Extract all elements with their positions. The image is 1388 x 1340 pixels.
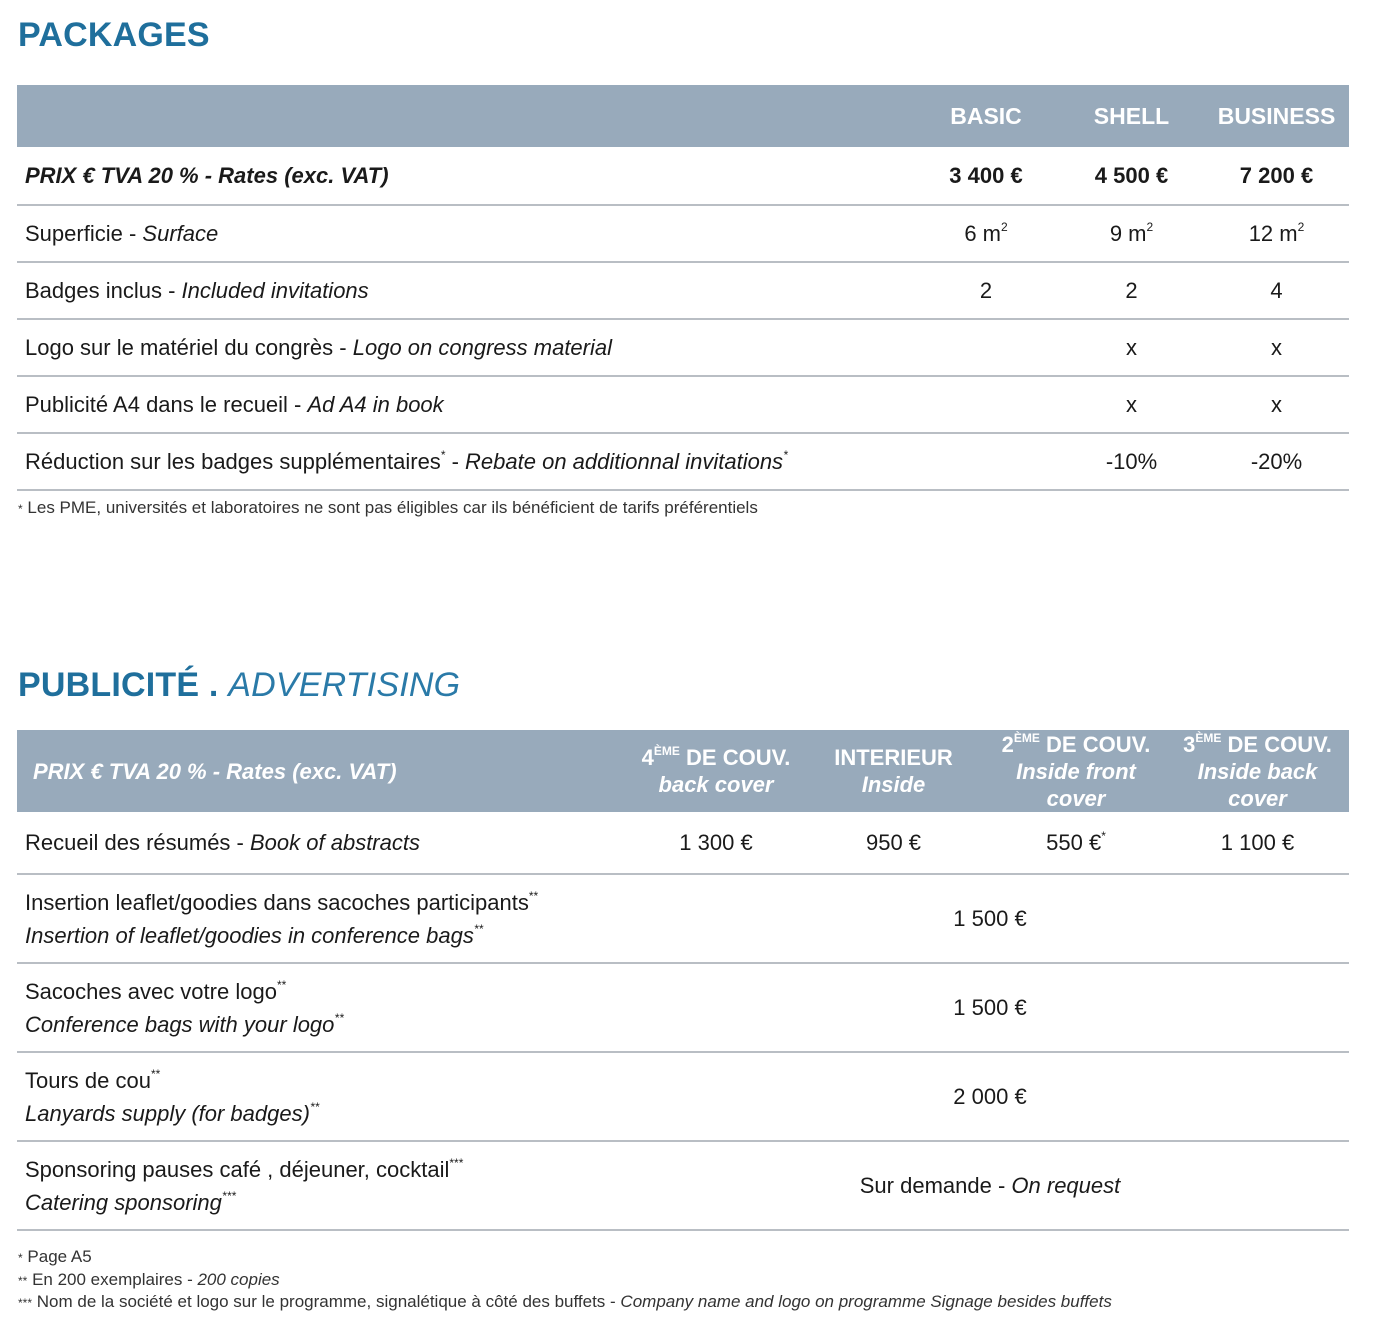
rebate-shell: -10% (1105, 448, 1158, 474)
advertising-title: PUBLICITÉ . ADVERTISING (18, 666, 461, 704)
price-shell: 4 500 € (1094, 162, 1169, 188)
packages-row-surface (17, 205, 1349, 262)
packages-col-basic: BASIC (913, 85, 1059, 147)
bags-price: 1 500 € (953, 994, 1027, 1020)
badges-label: Badges inclus - Included invitations (25, 277, 369, 303)
catering-price: Sur demande - On request (859, 1172, 1121, 1198)
packages-row-rebate (17, 433, 1349, 490)
packages-row-badges (17, 262, 1349, 319)
ad-business: x (1271, 391, 1282, 417)
abstracts-label: Recueil des résumés - Book of abstracts (25, 829, 420, 855)
logo-shell: x (1126, 334, 1137, 360)
bags-label: Sacoches avec votre logo** Conference bags with your logo** (25, 977, 344, 1037)
adv-row-bags (17, 963, 1349, 1052)
packages-table (17, 85, 1349, 491)
abstracts-inside-front: 550 €* (1046, 828, 1106, 855)
catering-label: Sponsoring pauses café , déjeuner, cocktail*** Catering sponsoring*** (25, 1155, 464, 1215)
advertising-table (17, 730, 1349, 1231)
adv-row-leaflet (17, 874, 1349, 963)
rebate-business: -20% (1250, 448, 1303, 474)
advertising-footnote-2: ** En 200 exemplaires - 200 copies (18, 1270, 280, 1289)
ad-label: Publicité A4 dans le recueil - Ad A4 in book (25, 391, 444, 417)
logo-label: Logo sur le matériel du congrès - Logo on congress material (25, 334, 612, 360)
packages-col-shell: SHELL (1059, 85, 1204, 147)
abstracts-inside-back: 1 100 € (1220, 829, 1295, 855)
packages-col-business: BUSINESS (1204, 85, 1349, 147)
adv-row-catering (17, 1141, 1349, 1230)
advertising-footnote-3: *** Nom de la société et logo sur le programme, signalétique à côté des buffets - Company name and logo on programme Signage besides buffets (18, 1292, 1112, 1311)
advertising-header-rates: PRIX € TVA 20 % - Rates (exc. VAT) (17, 730, 631, 812)
adv-col-inside-back: 3ÈME DE COUV. Inside back cover (1166, 730, 1349, 812)
price-basic: 3 400 € (949, 162, 1023, 188)
badges-basic: 2 (979, 277, 993, 303)
badges-shell: 2 (1125, 277, 1138, 303)
advertising-footnote-1: * Page A5 (18, 1247, 92, 1266)
ad-shell: x (1126, 391, 1137, 417)
ad-basic (913, 376, 1059, 433)
packages-row-price (17, 147, 1349, 205)
surface-shell: 9 $m^2$ (1109, 219, 1154, 246)
logo-basic (913, 319, 1059, 376)
packages-row-logo (17, 319, 1349, 376)
price-business: 7 200 € (1239, 162, 1314, 188)
lanyards-label: Tours de cou** Lanyards supply (for badges)** (25, 1066, 320, 1126)
packages-title: PACKAGES (18, 16, 210, 54)
rebate-label: Réduction sur les badges supplémentaires* - Rebate on additionnal invitations* (25, 447, 788, 474)
packages-header-blank (17, 85, 913, 147)
adv-row-abstracts (17, 812, 1349, 874)
advertising-header-row (17, 730, 1349, 812)
leaflet-label: Insertion leaflet/goodies dans sacoches participants** Insertion of leaflet/goodies in conference bags** (25, 888, 539, 948)
adv-col-back-cover: 4ÈME DE COUV. back cover (631, 730, 801, 812)
surface-basic: 6 $m^2$ (964, 219, 1008, 246)
rebate-basic (913, 433, 1059, 490)
packages-row-ad (17, 376, 1349, 433)
abstracts-inside: 950 € (865, 829, 922, 855)
adv-row-lanyards (17, 1052, 1349, 1141)
badges-business: 4 (1270, 277, 1283, 303)
surface-label: Superficie - Surface (25, 220, 219, 246)
abstracts-back-cover: 1 300 € (679, 829, 753, 855)
lanyards-price: 2 000 € (953, 1083, 1027, 1109)
packages-footnote: * Les PME, universités et laboratoires ne sont pas éligibles car ils bénéficient de tarifs préférentiels (18, 498, 758, 517)
leaflet-price: 1 500 € (953, 905, 1027, 931)
surface-business: 12 $m^2$ (1248, 219, 1305, 246)
adv-col-inside: INTERIEUR Inside (801, 730, 986, 812)
logo-business: x (1271, 334, 1282, 360)
adv-col-inside-front: 2ÈME DE COUV. Inside front cover (986, 730, 1166, 812)
packages-header-row (17, 85, 1349, 147)
price-label: PRIX € TVA 20 % - Rates (exc. VAT) (25, 162, 389, 188)
